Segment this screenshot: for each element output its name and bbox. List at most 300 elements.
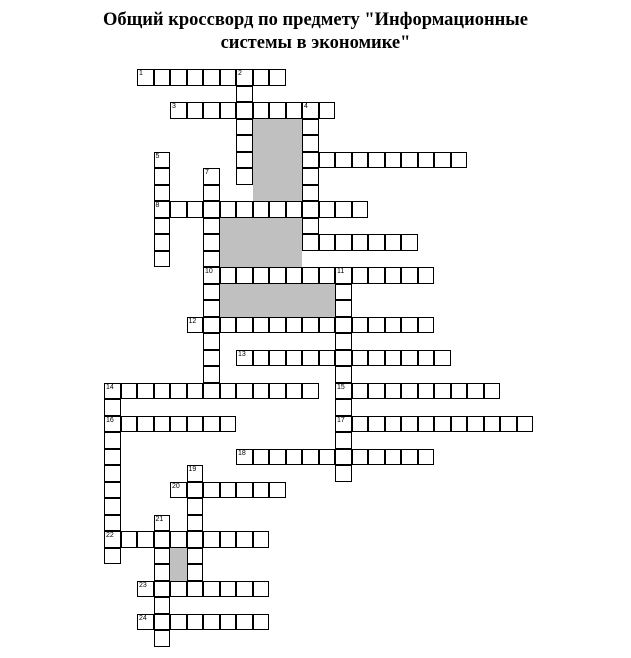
crossword-cell[interactable] (154, 548, 171, 565)
shaded-cell (269, 168, 286, 185)
crossword-cell[interactable] (302, 168, 319, 185)
shaded-cell (253, 300, 270, 317)
shaded-cell (220, 300, 237, 317)
shaded-cell (319, 284, 336, 301)
shaded-cell (269, 234, 286, 251)
crossword-cell[interactable] (104, 449, 121, 466)
clue-number: 24 (139, 614, 147, 622)
crossword-cell[interactable] (418, 267, 435, 284)
clue-number: 19 (188, 466, 197, 473)
shaded-cell (269, 251, 286, 268)
crossword-cell[interactable] (302, 152, 319, 169)
crossword-cell[interactable] (451, 152, 468, 169)
crossword-cell[interactable] (302, 234, 319, 251)
crossword-cell[interactable] (187, 465, 204, 482)
shaded-cell (286, 218, 303, 235)
shaded-cell (236, 218, 253, 235)
shaded-cell (319, 300, 336, 317)
crossword-cell[interactable] (236, 449, 253, 466)
shaded-cell (253, 119, 270, 136)
crossword-cell[interactable] (104, 515, 121, 532)
crossword-cell[interactable] (385, 383, 402, 400)
crossword-cell[interactable] (302, 383, 319, 400)
clue-number: 20 (172, 482, 180, 490)
crossword-cell[interactable] (385, 449, 402, 466)
crossword-cell[interactable] (335, 284, 352, 301)
crossword-cell[interactable] (253, 267, 270, 284)
crossword-cell[interactable] (203, 185, 220, 202)
crossword-cell[interactable] (253, 581, 270, 598)
crossword-cell[interactable] (269, 201, 286, 218)
crossword-cell[interactable] (203, 218, 220, 235)
clue-number: 18 (238, 449, 246, 457)
crossword-cell[interactable] (418, 383, 435, 400)
crossword-cell[interactable] (269, 482, 286, 499)
clue-number: 1 (139, 70, 143, 77)
crossword-cell[interactable] (269, 317, 286, 334)
crossword-cell[interactable] (335, 416, 352, 433)
crossword-cell[interactable] (187, 498, 204, 515)
crossword-cell[interactable] (269, 350, 286, 367)
crossword-cell[interactable] (401, 416, 418, 433)
crossword-cell[interactable] (352, 449, 369, 466)
crossword-cell[interactable] (418, 416, 435, 433)
clue-number: 8 (155, 202, 160, 209)
clue-number: 3 (172, 103, 176, 110)
crossword-cell[interactable] (154, 416, 171, 433)
crossword-cell[interactable] (434, 350, 451, 367)
crossword-cell[interactable] (154, 630, 171, 647)
shaded-cell (286, 119, 303, 136)
crossword-cell[interactable] (302, 350, 319, 367)
crossword-cell[interactable] (418, 152, 435, 169)
crossword-cell[interactable] (154, 581, 171, 598)
crossword-cell[interactable] (170, 531, 187, 548)
crossword-cell[interactable] (220, 267, 237, 284)
crossword-cell[interactable] (368, 267, 385, 284)
crossword-cell[interactable] (137, 531, 154, 548)
crossword-cell[interactable] (368, 234, 385, 251)
crossword-cell[interactable] (203, 416, 220, 433)
shaded-cell (236, 300, 253, 317)
crossword-cell[interactable] (401, 350, 418, 367)
crossword-cell[interactable] (203, 581, 220, 598)
crossword-cell[interactable] (253, 531, 270, 548)
crossword-cell[interactable] (170, 69, 187, 86)
crossword-cell[interactable] (286, 449, 303, 466)
crossword-cell[interactable] (319, 152, 336, 169)
crossword-cell[interactable] (187, 201, 204, 218)
crossword-cell[interactable] (137, 69, 154, 86)
crossword-cell[interactable] (154, 531, 171, 548)
crossword-cell[interactable] (319, 267, 336, 284)
crossword-cell[interactable] (220, 531, 237, 548)
crossword-cell[interactable] (236, 267, 253, 284)
crossword-cell[interactable] (203, 102, 220, 119)
crossword-cell[interactable] (302, 135, 319, 152)
crossword-cell[interactable] (187, 416, 204, 433)
crossword-cell[interactable] (187, 548, 204, 565)
crossword-cell[interactable] (154, 168, 171, 185)
crossword-cell[interactable] (401, 267, 418, 284)
crossword-cell[interactable] (500, 416, 517, 433)
crossword-cell[interactable] (352, 416, 369, 433)
shaded-cell (220, 218, 237, 235)
crossword-cell[interactable] (253, 383, 270, 400)
crossword-cell[interactable] (418, 449, 435, 466)
crossword-cell[interactable] (220, 614, 237, 631)
clue-number: 10 (205, 268, 213, 275)
crossword-cell[interactable] (170, 383, 187, 400)
crossword-cell[interactable] (121, 416, 138, 433)
shaded-cell (220, 251, 237, 268)
shaded-cell (220, 234, 237, 251)
clue-number: 11 (337, 268, 345, 275)
crossword-cell[interactable] (187, 482, 204, 499)
crossword-cell[interactable] (203, 366, 220, 383)
crossword-cell[interactable] (302, 119, 319, 136)
crossword-cell[interactable] (154, 383, 171, 400)
crossword-cell[interactable] (302, 449, 319, 466)
crossword-cell[interactable] (418, 350, 435, 367)
shaded-cell (253, 168, 270, 185)
crossword-cell[interactable] (203, 284, 220, 301)
crossword-cell[interactable] (104, 432, 121, 449)
clue-number: 21 (155, 515, 164, 523)
crossword-cell[interactable] (401, 317, 418, 334)
crossword-cell[interactable] (203, 317, 220, 334)
crossword-cell[interactable] (170, 201, 187, 218)
crossword-cell[interactable] (187, 531, 204, 548)
crossword-cell[interactable] (467, 383, 484, 400)
shaded-cell (286, 168, 303, 185)
crossword-cell[interactable] (236, 531, 253, 548)
crossword-cell[interactable] (385, 152, 402, 169)
crossword-cell[interactable] (104, 399, 121, 416)
crossword-cell[interactable] (401, 234, 418, 251)
crossword-cell[interactable] (319, 234, 336, 251)
crossword-cell[interactable] (352, 383, 369, 400)
crossword-cell[interactable] (335, 366, 352, 383)
crossword-cell[interactable] (286, 102, 303, 119)
crossword-cell[interactable] (203, 333, 220, 350)
crossword-cell[interactable] (203, 482, 220, 499)
crossword-cell[interactable] (385, 416, 402, 433)
crossword-cell[interactable] (286, 267, 303, 284)
crossword-cell[interactable] (187, 515, 204, 532)
crossword-cell[interactable] (137, 383, 154, 400)
shaded-cell (302, 284, 319, 301)
crossword-cell[interactable] (253, 614, 270, 631)
clue-number: 22 (106, 532, 114, 539)
crossword-cell[interactable] (319, 350, 336, 367)
crossword-cell[interactable] (154, 152, 171, 169)
crossword-cell[interactable] (121, 383, 138, 400)
crossword-cell[interactable] (170, 416, 187, 433)
crossword-cell[interactable] (286, 201, 303, 218)
shaded-cell (286, 135, 303, 152)
crossword-cell[interactable] (352, 201, 369, 218)
crossword-cell[interactable] (335, 267, 352, 284)
shaded-cell (269, 185, 286, 202)
crossword-cell[interactable] (335, 201, 352, 218)
shaded-cell (236, 234, 253, 251)
shaded-cell (269, 119, 286, 136)
crossword-cell[interactable] (368, 383, 385, 400)
crossword-cell[interactable] (286, 317, 303, 334)
crossword-cell[interactable] (187, 614, 204, 631)
crossword-cell[interactable] (236, 201, 253, 218)
crossword-cell[interactable] (302, 218, 319, 235)
crossword-cell[interactable] (253, 350, 270, 367)
shaded-cell (253, 234, 270, 251)
crossword-cell[interactable] (187, 564, 204, 581)
crossword-cell[interactable] (434, 416, 451, 433)
crossword-cell[interactable] (335, 350, 352, 367)
crossword-cell[interactable] (154, 597, 171, 614)
crossword-cell[interactable] (319, 449, 336, 466)
crossword-cell[interactable] (203, 69, 220, 86)
clue-number: 4 (304, 103, 308, 110)
crossword-cell[interactable] (253, 482, 270, 499)
crossword-cell[interactable] (302, 185, 319, 202)
crossword-cell[interactable] (137, 416, 154, 433)
crossword-cell[interactable] (352, 267, 369, 284)
crossword-cell[interactable] (187, 383, 204, 400)
crossword-cell[interactable] (434, 383, 451, 400)
crossword-cell[interactable] (104, 383, 121, 400)
crossword-cell[interactable] (203, 267, 220, 284)
shaded-cell (286, 251, 303, 268)
clue-number: 14 (106, 383, 114, 391)
shaded-cell (170, 548, 187, 565)
shaded-cell (286, 284, 303, 301)
clue-number: 2 (238, 70, 242, 77)
shaded-cell (269, 135, 286, 152)
crossword-cell[interactable] (335, 234, 352, 251)
crossword-cell[interactable] (170, 581, 187, 598)
crossword-cell[interactable] (104, 465, 121, 482)
crossword-cell[interactable] (434, 152, 451, 169)
crossword-cell[interactable] (385, 350, 402, 367)
clue-number: 12 (188, 317, 197, 325)
shaded-cell (253, 135, 270, 152)
crossword-cell[interactable] (484, 383, 501, 400)
crossword-cell[interactable] (319, 317, 336, 334)
crossword-cell[interactable] (302, 267, 319, 284)
crossword-cell[interactable] (368, 350, 385, 367)
crossword-cell[interactable] (269, 267, 286, 284)
crossword-cell[interactable] (187, 102, 204, 119)
shaded-cell (220, 284, 237, 301)
crossword-cell[interactable] (187, 581, 204, 598)
crossword-cell[interactable] (187, 69, 204, 86)
crossword-cell[interactable] (187, 317, 204, 334)
clue-number: 7 (205, 169, 209, 176)
crossword-cell[interactable] (236, 350, 253, 367)
shaded-cell (236, 284, 253, 301)
crossword-cell[interactable] (170, 102, 187, 119)
crossword-cell[interactable] (154, 614, 171, 631)
crossword-cell[interactable] (203, 234, 220, 251)
shaded-cell (253, 152, 270, 169)
crossword-cell[interactable] (154, 234, 171, 251)
crossword-cell[interactable] (220, 482, 237, 499)
shaded-cell (170, 564, 187, 581)
crossword-cell[interactable] (220, 416, 237, 433)
crossword-cell[interactable] (302, 317, 319, 334)
crossword-cell[interactable] (203, 300, 220, 317)
crossword-cell[interactable] (385, 234, 402, 251)
crossword-cell[interactable] (484, 416, 501, 433)
crossword-cell[interactable] (236, 168, 253, 185)
crossword-cell[interactable] (104, 498, 121, 515)
crossword-cell[interactable] (154, 69, 171, 86)
clue-number: 16 (106, 416, 114, 424)
crossword-cell[interactable] (286, 383, 303, 400)
crossword-cell[interactable] (154, 185, 171, 202)
crossword-cell[interactable] (385, 267, 402, 284)
crossword-cell[interactable] (269, 102, 286, 119)
crossword-cell[interactable] (467, 416, 484, 433)
crossword-cell[interactable] (220, 317, 237, 334)
shaded-cell (269, 218, 286, 235)
crossword-cell[interactable] (319, 201, 336, 218)
crossword-cell[interactable] (335, 333, 352, 350)
crossword-cell[interactable] (352, 234, 369, 251)
crossword-cell[interactable] (302, 201, 319, 218)
shaded-cell (286, 185, 303, 202)
crossword-cell[interactable] (352, 350, 369, 367)
crossword-cell[interactable] (253, 317, 270, 334)
crossword-cell[interactable] (302, 102, 319, 119)
crossword-cell[interactable] (203, 383, 220, 400)
crossword-cell[interactable] (170, 482, 187, 499)
crossword-cell[interactable] (236, 482, 253, 499)
crossword-cell[interactable] (368, 416, 385, 433)
shaded-cell (302, 300, 319, 317)
crossword-cell[interactable] (335, 432, 352, 449)
shaded-cell (253, 251, 270, 268)
crossword-cell[interactable] (236, 383, 253, 400)
crossword-cell[interactable] (236, 317, 253, 334)
crossword-cell[interactable] (170, 614, 187, 631)
crossword-cell[interactable] (203, 614, 220, 631)
crossword-title-line-2: системы в экономике" (220, 33, 411, 53)
crossword-cell[interactable] (335, 449, 352, 466)
crossword-cell[interactable] (137, 614, 154, 631)
crossword-cell[interactable] (352, 317, 369, 334)
crossword-cell[interactable] (352, 152, 369, 169)
shaded-cell (269, 152, 286, 169)
crossword-cell[interactable] (220, 581, 237, 598)
shaded-cell (286, 234, 303, 251)
crossword-cell[interactable] (451, 416, 468, 433)
shaded-cell (253, 218, 270, 235)
crossword-cell[interactable] (220, 201, 237, 218)
crossword-cell[interactable] (335, 317, 352, 334)
crossword-cell[interactable] (154, 251, 171, 268)
crossword-cell[interactable] (269, 449, 286, 466)
crossword-cell[interactable] (104, 548, 121, 565)
crossword-cell[interactable] (236, 135, 253, 152)
crossword-cell[interactable] (220, 383, 237, 400)
crossword-cell[interactable] (401, 152, 418, 169)
crossword-cell[interactable] (121, 531, 138, 548)
crossword-cell[interactable] (269, 383, 286, 400)
crossword-cell[interactable] (335, 399, 352, 416)
crossword-cell[interactable] (104, 482, 121, 499)
crossword-cell[interactable] (335, 152, 352, 169)
clue-number: 5 (155, 152, 160, 160)
crossword-cell[interactable] (368, 152, 385, 169)
crossword-cell[interactable] (401, 383, 418, 400)
crossword-cell[interactable] (203, 251, 220, 268)
crossword-cell[interactable] (269, 69, 286, 86)
crossword-cell[interactable] (335, 300, 352, 317)
shaded-cell (286, 300, 303, 317)
crossword-cell[interactable] (335, 383, 352, 400)
crossword-cell[interactable] (236, 86, 253, 103)
crossword-cell[interactable] (517, 416, 534, 433)
crossword-cell[interactable] (418, 317, 435, 334)
crossword-cell[interactable] (253, 69, 270, 86)
shaded-cell (253, 185, 270, 202)
crossword-cell[interactable] (236, 69, 253, 86)
crossword-cell[interactable] (203, 350, 220, 367)
crossword-cell[interactable] (154, 201, 171, 218)
crossword-cell[interactable] (220, 102, 237, 119)
crossword-cell[interactable] (104, 531, 121, 548)
crossword-cell[interactable] (368, 449, 385, 466)
crossword-cell[interactable] (154, 218, 171, 235)
crossword-cell[interactable] (319, 102, 336, 119)
shaded-cell (269, 300, 286, 317)
shaded-cell (253, 284, 270, 301)
clue-number: 17 (337, 416, 345, 424)
crossword-cell[interactable] (236, 152, 253, 169)
crossword-cell[interactable] (236, 614, 253, 631)
clue-number: 23 (139, 581, 147, 589)
crossword-cell[interactable] (236, 102, 253, 119)
shaded-cell (286, 152, 303, 169)
clue-number: 13 (238, 350, 246, 358)
clue-number: 15 (337, 383, 345, 391)
crossword-cell[interactable] (154, 515, 171, 532)
crossword-cell[interactable] (154, 564, 171, 581)
crossword-cell[interactable] (137, 581, 154, 598)
crossword-cell[interactable] (253, 102, 270, 119)
crossword-cell[interactable] (203, 201, 220, 218)
crossword-cell[interactable] (220, 69, 237, 86)
crossword-cell[interactable] (203, 531, 220, 548)
crossword-title-line-1: Общий кроссворд по предмету "Информационные (103, 10, 528, 30)
crossword-cell[interactable] (286, 350, 303, 367)
crossword-cell[interactable] (253, 449, 270, 466)
crossword-cell[interactable] (236, 119, 253, 136)
shaded-cell (269, 284, 286, 301)
crossword-cell[interactable] (401, 449, 418, 466)
crossword-cell[interactable] (104, 416, 121, 433)
crossword-cell[interactable] (368, 317, 385, 334)
shaded-cell (236, 251, 253, 268)
crossword-cell[interactable] (335, 465, 352, 482)
crossword-cell[interactable] (253, 201, 270, 218)
crossword-cell[interactable] (385, 317, 402, 334)
crossword-cell[interactable] (236, 581, 253, 598)
crossword-cell[interactable] (451, 383, 468, 400)
crossword-cell[interactable] (203, 168, 220, 185)
